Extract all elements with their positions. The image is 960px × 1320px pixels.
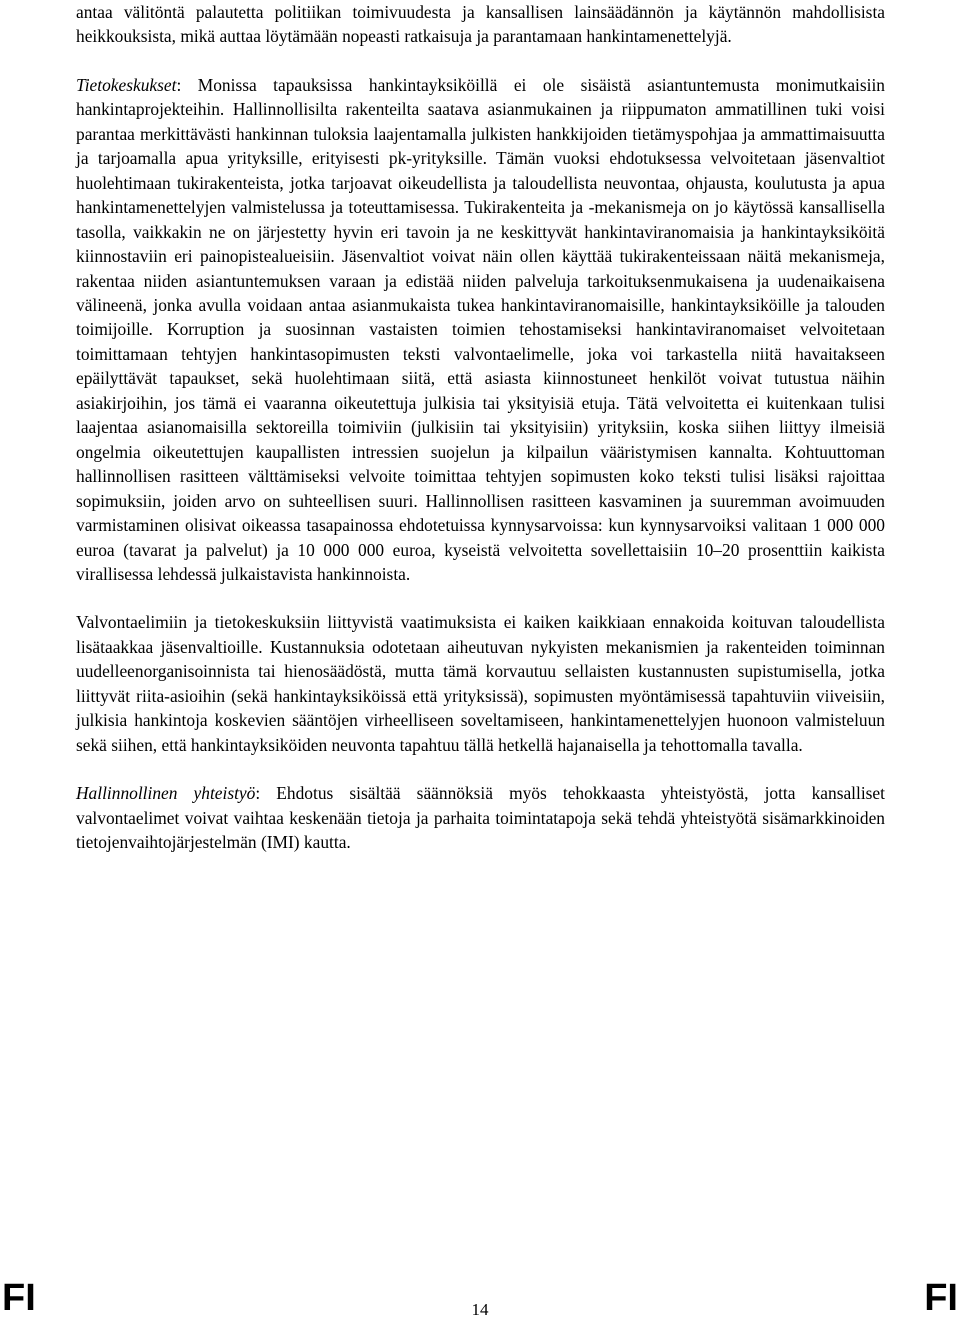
paragraph-text: : Ehdotus sisältää säännöksiä myös tehokkaasta yhteistyöstä, jotta kansalliset valvontaelimet voivat vaihtaa keskenään tietoja ja parhaita toimintatapoja sekä tehdä yhteistyötä sisämarkkinoiden tietojenvaihtojärjestelmän (IMI) kautta. bbox=[76, 783, 885, 853]
footer-language-right: FI bbox=[924, 1277, 958, 1319]
paragraph-lead-term: Tietokeskukset bbox=[76, 74, 177, 95]
paragraph-valvontaelimet bbox=[76, 610, 885, 757]
paragraph-hallinnollinen-yhteistyo bbox=[76, 781, 885, 854]
paragraph-tietokeskukset bbox=[76, 73, 885, 587]
paragraph-lead-term: Hallinnollinen yhteistyö bbox=[76, 783, 256, 804]
footer-language-left: FI bbox=[2, 1277, 36, 1319]
paragraph-feedback bbox=[76, 0, 885, 49]
document-body bbox=[76, 0, 885, 855]
paragraph-text: : Monissa tapauksissa hankintayksiköillä ei ole sisäistä asiantuntemusta monimutkaisiin hankintaprojekteihin. Hallinnollisilta rakenteilta saatava asianmukainen ja riippumaton ammatillinen tuki voisi parantaa merkittävästi hankinnan tuloksia laajentamalla julkisten hankkijoiden tietämyspohjaa ja ammattimaisuutta ja tarjoamalla apua yrityksille, erityisesti pk-yrityksille. Tämän vuoksi ehdotuksessa velvoitetaan jäsenvaltiot huolehtimaan tukirakenteista, jotka tarjoavat oikeudellista ja taloudellista neuvontaa, ohjausta, koulutusta ja apua hankintamenettelyjen valmistelussa ja toteuttamisessa. Tukirakenteita ja -mekanismeja on jo käytössä kansallisella tasolla, vaikkakin ne on järjestetty hyvin eri tavoin ja ne keskittyvät hankintaviranomaisia ja hankintayksiköitä kiinnostaviin eri painopistealueisiin. Jäsenvaltiot voivat näin ollen käyttää tukirakenteissaan näitä mekanismeja, rakentaa niiden asiantuntemuksen varaan ja edistää niiden palveluja tarkoituksenmukaisena ja uudenaikaisena välineenä, jonka avulla voidaan antaa asianmukaista tukea hankintaviranomaisille, hankintayksiköille ja talouden toimijoille. Korruption ja suosinnan vastaisten toimien tehostamiseksi hankintaviranomaiset velvoitetaan toimittamaan tehtyjen hankintasopimusten teksti valvontaelimelle, joka voi tarkastella niitä havaitakseen epäilyttävät tapaukset, sekä huolehtimaan siitä, että asiasta kiinnostuneet henkilöt voivat tutustua näihin asiakirjoihin, jos tämä ei vaaranna oikeutettuja julkisia tai yksityisiä etuja. Tätä velvoitetta ei kuitenkaan tulisi laajentaa asianomaisilla sektoreilla toimiviin (julkisiin tai yksityisiin) yrityksiin, koska siihen liittyy ilmeisiä ongelmia oikeutettujen kaupallisten intressien suojelun ja kilpailun vääristymisen kannalta. Kohtuuttoman hallinnollisen rasitteen välttämiseksi velvoite toimittaa tehtyjen sopimusten koko teksti tulisi lisäksi rajoittaa sopimuksiin, joiden arvo on suhteellisen suuri. Hallinnollisen rasitteen kasvaminen ja suuremman avoimuuden varmistaminen olisivat oikeassa tasapainossa ehdotetuissa kynnysarvoissa: kun kynnysarvoiksi valitaan 1 000 000 euroa (tavarat ja palvelut) ja 10 000 000 euroa, kyseistä velvoitetta sovellettaisiin 10–20 prosenttiin kaikista virallisessa lehdessä julkaistavista hankinnoista. bbox=[76, 74, 885, 584]
paragraph-text: Valvontaelimiin ja tietokeskuksiin liittyvistä vaatimuksista ei kaiken kaikkiaan ennakoida koituvan taloudellista lisätaakkaa jäsenvaltioille. Kustannuksia odotetaan aiheutuvan nykyisten mekanismien ja rakenteiden toiminnan uudelleenorganisoinnista tai hienosäädöstä, mutta tämä korvautuu sellaisten kustannusten supistumisella, jotka liittyvät riita-asioihin (sekä hankintayksiköissä että yrityksissä), sopimusten myöntämisessä tapahtuviin viiveisiin, julkisia hankintoja koskevien sääntöjen virheelliseen soveltamiseen, hankintamenettelyjen huonoon valmisteluun sekä siihen, että hankintayksiköiden neuvonta tapahtuu tällä hetkellä hajanaisella ja tehottomalla tavalla. bbox=[76, 612, 885, 755]
page-number: 14 bbox=[471, 1300, 489, 1319]
paragraph-text: antaa välitöntä palautetta politiikan toimivuudesta ja kansallisen lainsäädännön ja käytännön mahdollisista heikkouksista, mikä auttaa löytämään nopeasti ratkaisuja ja parantamaan hankintamenettelyjä. bbox=[76, 2, 885, 47]
